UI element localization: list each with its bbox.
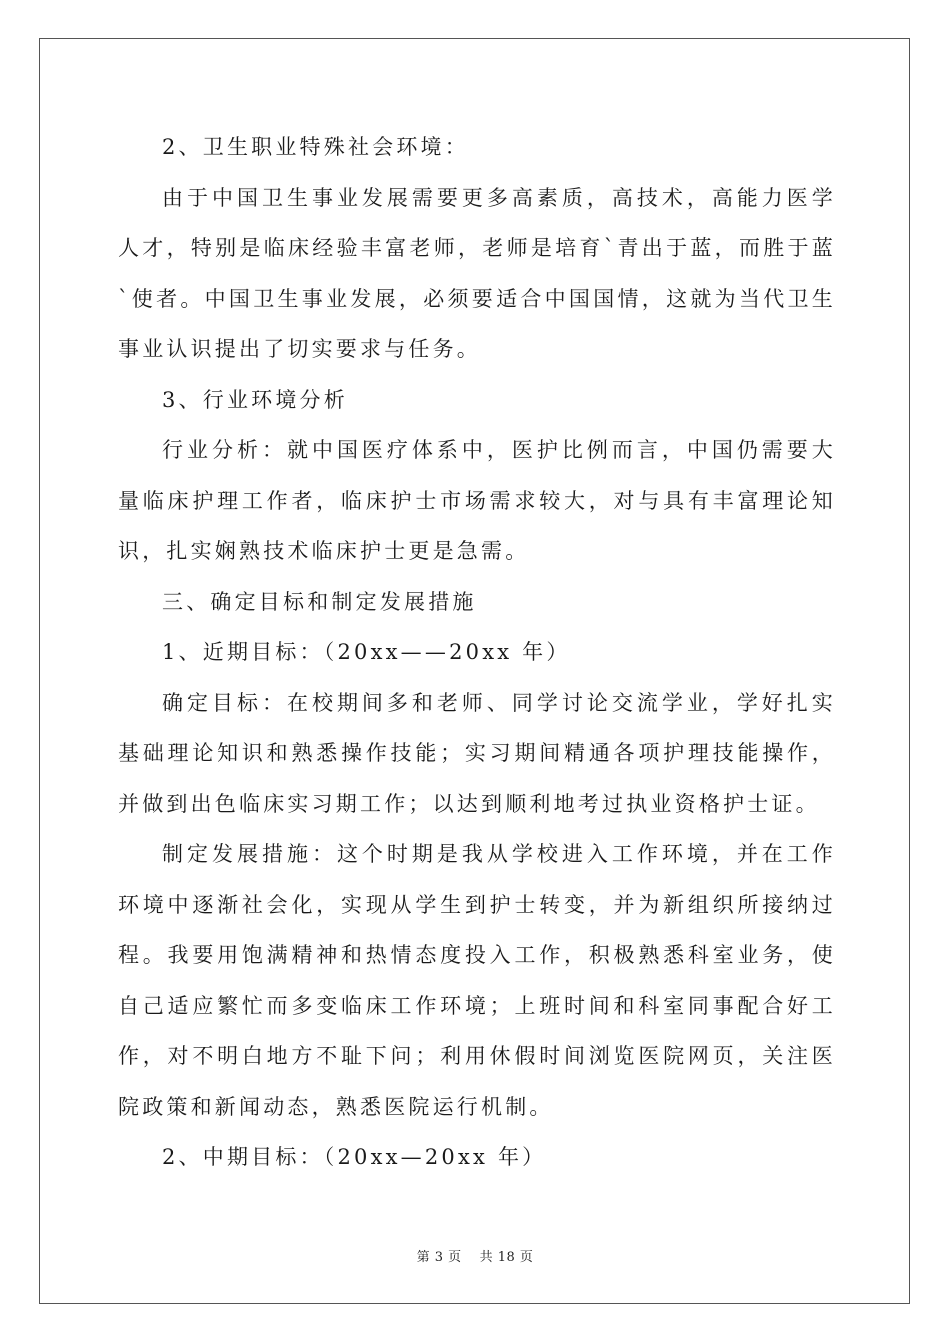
paragraph-health-development: 由于中国卫生事业发展需要更多高素质，高技术，高能力医学人才，特别是临床经验丰富老师，老师是培育`青出于蓝，而胜于蓝`使者。中国卫生事业发展，必须要适合中国国情，这就为当代卫生事业认识提出了切实要求与任务。 bbox=[118, 185, 836, 361]
heading-mid-term-goal: 2、中期目标：（20xx—20xx 年） bbox=[162, 1145, 547, 1169]
heading-health-environment: 2、卫生职业特殊社会环境： bbox=[162, 135, 469, 159]
heading-goals-measures: 三、确定目标和制定发展措施 bbox=[162, 589, 477, 614]
heading-short-term-goal: 1、近期目标：（20xx——20xx 年） bbox=[162, 640, 571, 664]
page-footer bbox=[0, 1246, 950, 1265]
document-body bbox=[118, 122, 836, 1183]
page-number-current: 第 3 页 bbox=[416, 1250, 462, 1265]
paragraph-industry-analysis: 行业分析：就中国医疗体系中，医护比例而言，中国仍需要大量临床护理工作者，临床护士市场需求较大，对与具有丰富理论知识，扎实娴熟技术临床护士更是急需。 bbox=[118, 438, 836, 563]
paragraph-development-measures: 制定发展措施：这个时期是我从学校进入工作环境，并在工作环境中逐渐社会化，实现从学生到护士转变，并为新组织所接纳过程。我要用饱满精神和热情态度投入工作，积极熟悉科室业务，使自己适应繁忙而多变临床工作环境；上班时间和科室同事配合好工作，对不明白地方不耻下问；利用休假时间浏览医院网页，关注医院政策和新闻动态，熟悉医院运行机制。 bbox=[118, 842, 836, 1119]
page-number-total: 共 18 页 bbox=[479, 1250, 534, 1265]
heading-industry-analysis: 3、行业环境分析 bbox=[162, 387, 348, 412]
paragraph-short-term-goal: 确定目标：在校期间多和老师、同学讨论交流学业，学好扎实基础理论知识和熟悉操作技能；实习期间精通各项护理技能操作，并做到出色临床实习期工作；以达到顺利地考过执业资格护士证。 bbox=[118, 690, 836, 816]
